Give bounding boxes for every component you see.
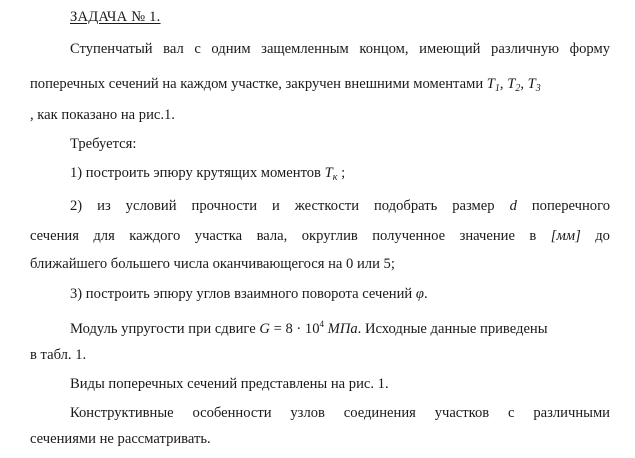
requirement-3: 3) построить эпюру углов взаимного поворота сечений φ. <box>70 286 428 302</box>
modulus-line-1: Модуль упругости при сдвиге $G = 8 \cdot 10^4$ МПа. Исходные данные приведены <box>70 319 548 337</box>
unit-mpa: МПа <box>327 321 358 337</box>
requirement-2-line-1: 2) из условий прочности и жесткости подобрать размер d поперечного <box>70 198 611 214</box>
requirement-1: 1) построить эпюру крутящих моментов $T_к$ ; <box>70 165 346 183</box>
torque-symbol: $T_к$ <box>324 165 338 183</box>
requirement-3-text: 3) построить эпюру углов взаимного поворота сечений <box>70 286 413 302</box>
angle-symbol: φ <box>415 286 424 302</box>
moment-t3: $T_3$ <box>527 76 541 94</box>
modulus-value: = $8 \cdot 10^4$ <box>273 319 324 337</box>
design-note-line-2: сечениями не рассматривать. <box>30 431 211 447</box>
paragraph-1-line-1-text: Ступенчатый вал с одним защемленным концом, имеющий различную форму <box>70 41 610 57</box>
moment-t1: $T_1$ <box>486 76 500 94</box>
modulus-line-2: в табл. 1. <box>30 347 87 363</box>
task-title: ЗАДАЧА № 1. <box>70 9 161 25</box>
requirements-heading: Требуется: <box>70 136 137 152</box>
paragraph-1-line-1 <box>70 38 610 61</box>
moment-t2: $T_2$ <box>507 76 521 94</box>
paragraph-1-line-2: поперечных сечений на каждом участке, закручен внешними моментами $T_1$, $T_2$, $T_3$ <box>30 76 541 94</box>
paragraph-1-line-3: , как показано на рис.1. <box>30 107 175 123</box>
requirement-1-text: 1) построить эпюру крутящих моментов <box>70 165 321 181</box>
requirement-2-line-2: сечения для каждого участка вала, округлив полученное значение в [мм] до <box>30 228 610 244</box>
sections-note: Виды поперечных сечений представлены на рис. 1. <box>70 376 389 392</box>
shear-modulus-symbol: G <box>259 321 270 337</box>
paragraph-1-line-2-text: поперечных сечений на каждом участке, закручен внешними моментами <box>30 76 484 92</box>
diameter-symbol: d <box>509 198 517 214</box>
design-note-line-1: Конструктивные особенности узлов соединения участков с различными <box>70 405 610 421</box>
requirement-2-line-3: ближайшего большего числа оканчивающегося на 0 или 5; <box>30 256 395 272</box>
unit-mm: [мм] <box>550 228 581 244</box>
